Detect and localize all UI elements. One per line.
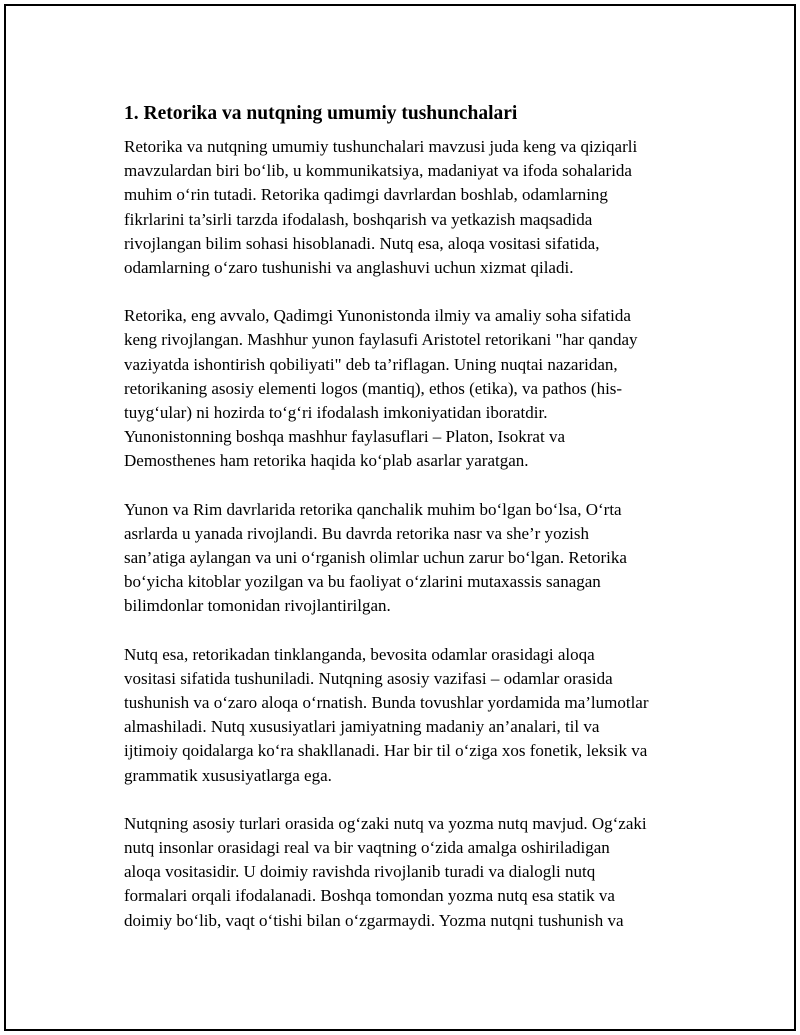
document-body bbox=[124, 102, 690, 957]
page bbox=[4, 4, 796, 1031]
text-line: ijtimoiy qoidalarga ko‘ra shakllanadi. Har bir til o‘ziga xos fonetik, leksik va bbox=[124, 741, 648, 761]
text-line: bilimdonlar tomonidan rivojlantirilgan. bbox=[124, 596, 391, 616]
text-line: odamlarning o‘zaro tushunishi va anglashuvi uchun xizmat qiladi. bbox=[124, 258, 574, 278]
text-line: rivojlangan bilim sohasi hisoblanadi. Nutq esa, aloqa vositasi sifatida, bbox=[124, 233, 600, 253]
text-line: Retorika, eng avvalo, Qadimgi Yunonistonda ilmiy va amaliy soha sifatida bbox=[124, 306, 631, 326]
text-line: tushunish va o‘zaro aloqa o‘rnatish. Bunda tovushlar yordamida ma’lumotlar bbox=[124, 693, 649, 713]
text-line: tuyg‘ular) ni hozirda to‘g‘ri ifodalash imkoniyatidan iboratdir. bbox=[124, 403, 548, 423]
text-line: mavzulardan biri bo‘lib, u kommunikatsiya, madaniyat va ifoda sohalarida bbox=[124, 161, 632, 181]
section-heading: 1. Retorika va nutqning umumiy tushunchalari bbox=[124, 103, 518, 124]
text-line: san’atiga aylangan va uni o‘rganish olimlar uchun zarur bo‘lgan. Retorika bbox=[124, 548, 627, 568]
text-line: grammatik xususiyatlarga ega. bbox=[124, 765, 332, 785]
text-line: Yunon va Rim davrlarida retorika qanchalik muhim bo‘lgan bo‘lsa, O‘rta bbox=[124, 499, 622, 519]
text-line: Retorika va nutqning umumiy tushunchalari mavzusi juda keng va qiziqarli bbox=[124, 137, 638, 156]
text-line: Nutqning asosiy turlari orasida og‘zaki nutq va yozma nutq mavjud. Og‘zaki bbox=[124, 813, 647, 833]
text-line: vositasi sifatida tushuniladi. Nutqning asosiy vazifasi – odamlar orasida bbox=[124, 668, 613, 688]
paragraph-1 bbox=[124, 135, 690, 280]
paragraph-5 bbox=[124, 812, 690, 933]
text-line: vaziyatda ishontirish qobiliyati" deb ta’riflagan. Uning nuqtai nazaridan, bbox=[124, 354, 618, 374]
text-line: almashiladi. Nutq xususiyatlari jamiyatning madaniy an’analari, til va bbox=[124, 717, 600, 737]
text-line: Nutq esa, retorikadan tinklanganda, bevosita odamlar orasidagi aloqa bbox=[124, 644, 595, 664]
text-line: formalari orqali ifodalanadi. Boshqa tomondan yozma nutq esa statik va bbox=[124, 886, 615, 906]
text-line: aloqa vositasidir. U doimiy ravishda rivojlanib turadi va dialogli nutq bbox=[124, 862, 596, 882]
text-line: bo‘yicha kitoblar yozilgan va bu faoliyat o‘zlarini mutaxassis sanagan bbox=[124, 572, 601, 592]
text-line: muhim o‘rin tutadi. Retorika qadimgi davrlardan boshlab, odamlarning bbox=[124, 185, 608, 205]
text-line: Yunonistonning boshqa mashhur faylasuflari – Platon, Isokrat va bbox=[124, 427, 565, 447]
text-line: fikrlarini ta’sirli tarzda ifodalash, boshqarish va yetkazish maqsadida bbox=[124, 209, 593, 229]
text-line: retorikaning asosiy elementi logos (mantiq), ethos (etika), va pathos (his- bbox=[124, 378, 623, 398]
text-line: nutq insonlar orasidagi real va bir vaqtning o‘zida amalga oshiriladigan bbox=[124, 838, 610, 858]
paragraph-4 bbox=[124, 643, 690, 788]
paragraph-3 bbox=[124, 498, 690, 619]
text-line: keng rivojlangan. Mashhur yunon faylasufi Aristotel retorikani "har qanday bbox=[124, 330, 638, 350]
text-line: Demosthenes ham retorika haqida ko‘plab asarlar yaratgan. bbox=[124, 451, 529, 471]
text-line: doimiy bo‘lib, vaqt o‘tishi bilan o‘zgarmaydi. Yozma nutqni tushunish va bbox=[124, 910, 624, 930]
paragraph-2 bbox=[124, 304, 690, 473]
text-line: asrlarda u yanada rivojlandi. Bu davrda retorika nasr va she’r yozish bbox=[124, 523, 589, 543]
